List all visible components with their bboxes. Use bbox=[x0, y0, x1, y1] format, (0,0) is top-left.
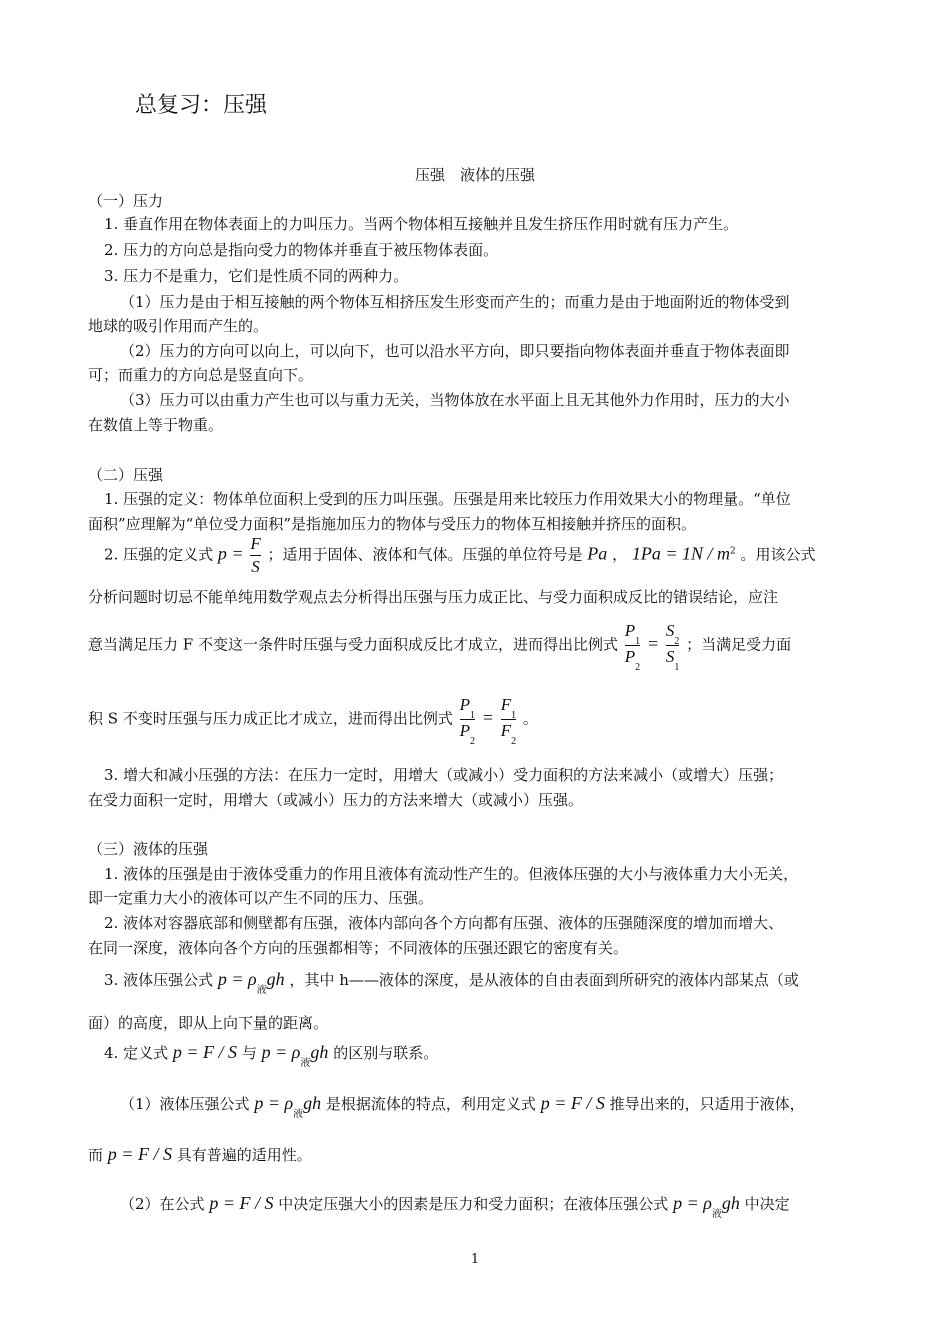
fraction-f1-over-f2: $\frac{F_1}{F_2}$ bbox=[500, 695, 517, 747]
paragraph: 在同一深度，液体向各个方向的压强都相等；不同液体的压强还跟它的密度有关。 bbox=[88, 939, 629, 957]
section-heading: （三）液体的压强 bbox=[88, 840, 209, 858]
fraction-s2-over-s1: $\frac{S_2}{S_1}$ bbox=[665, 621, 680, 673]
paragraph: （1）压力是由于相互接触的两个物体互相挤压发生形变而产生的；而重力是由于地面附近的物体受到 bbox=[120, 293, 790, 311]
paragraph: 可；而重力的方向总是竖直向下。 bbox=[88, 366, 314, 384]
paragraph: 3. 压力不是重力，它们是性质不同的两种力。 bbox=[104, 267, 409, 285]
paragraph: 在受力面积一定时，用增大（或减小）压力的方法来增大（或减小）压强。 bbox=[88, 791, 584, 809]
formula-line: 4. 定义式 p = F / S 与 $p = \rho_液gh$ 的区别与联系。 bbox=[104, 1042, 439, 1069]
unit-pa: Pa bbox=[587, 543, 608, 564]
paragraph: 1. 压强的定义：物体单位面积上受到的压力叫压强。压强是用来比较压力作用效果大小的物理量。“单位 bbox=[104, 490, 791, 508]
unit-definition: 1Pa = 1N / m bbox=[631, 543, 731, 564]
fraction-f-over-s: $\frac{F}{S}$ bbox=[250, 534, 261, 576]
formula-line: 2. 压强的定义式 p = $\frac{F}{S}$ ；适用于固体、液体和气体。压强的单位符号是 Pa ， $1Pa = 1N / m^2$ 。用该公式 bbox=[104, 534, 816, 576]
formula-line: 而 p = F / S 具有普遍的适用性。 bbox=[88, 1144, 312, 1164]
paragraph: 1. 垂直作用在物体表面上的力叫压力。当两个物体相互接触并且发生挤压作用时就有压力产生。 bbox=[104, 215, 739, 233]
paragraph: 在数值上等于物重。 bbox=[88, 416, 224, 434]
formula-line: （2）在公式 p = F / S 中决定压强大小的因素是压力和受力面积；在液体压强公式 $p = \rho_液gh$ 中决定 bbox=[120, 1193, 790, 1220]
paragraph: （2）压力的方向可以向上，可以向下，也可以沿水平方向，即只要指向物体表面并垂直于物体表面即 bbox=[120, 342, 790, 360]
paragraph: 1. 液体的压强是由于液体受重力的作用且液体有流动性产生的。但液体压强的大小与液体重力大小无关， bbox=[104, 865, 799, 883]
section-heading: （一）压力 bbox=[88, 192, 164, 210]
paragraph: 地球的吸引作用而产生的。 bbox=[88, 317, 269, 335]
paragraph: 3. 增大和减小压强的方法：在压力一定时，用增大（或减小）受力面积的方法来减小（或增大）压强； bbox=[104, 766, 784, 784]
paragraph: 面积”应理解为“单位受力面积”是指施加压力的物体与受压力的物体互相接触并挤压的面积。 bbox=[88, 515, 697, 533]
paragraph: 分析问题时切忌不能单纯用数学观点去分析得出压强与压力成正比、与受力面积成反比的错误结论，应注 bbox=[88, 588, 779, 606]
formula-line: 3. 液体压强公式 $p = \rho_液gh$ ，其中 h——液体的深度，是从液体的自由表面到所研究的液体内部某点（或 bbox=[104, 969, 799, 996]
formula-p-eq: p = bbox=[217, 543, 244, 564]
formula-line: （1）液体压强公式 $p = \rho_液gh$ 是根据流体的特点，利用定义式 p = F / S 推导出来的，只适用于液体， bbox=[120, 1093, 805, 1120]
formula-line: 积 S 不变时压强与压力成正比才成立，进而得出比例式 $\frac{P_1}{P_2}$ = $\frac{F_1}{F_2}$ 。 bbox=[88, 695, 538, 747]
paragraph: 2. 液体对容器底部和侧壁都有压强，液体内部向各个方向都有压强、液体的压强随深度的增加而增大、 bbox=[104, 914, 784, 932]
fraction-p1-over-p2: $\frac{P_1}{P_2}$ bbox=[459, 695, 475, 747]
paragraph: （3）压力可以由重力产生也可以与重力无关，当物体放在水平面上且无其他外力作用时，压力的大小 bbox=[120, 391, 790, 409]
paragraph: 即一定重力大小的液体可以产生不同的压力、压强。 bbox=[88, 889, 434, 907]
page-number: 1 bbox=[470, 1252, 480, 1267]
fraction-p1-over-p2: $\frac{P_1}{P_2}$ bbox=[624, 621, 641, 673]
paragraph: 2. 压力的方向总是指向受力的物体并垂直于被压物体表面。 bbox=[104, 241, 499, 259]
paragraph: 面）的高度，即从上向下量的距离。 bbox=[88, 1014, 329, 1032]
formula-line: 意当满足压力 F 不变这一条件时压强与受力面积成反比才成立，进而得出比例式 $\frac{P_1}{P_2}$ = $\frac{S_2}{S_1}$ ；当满足受力面 bbox=[88, 621, 792, 673]
section-heading: （二）压强 bbox=[88, 466, 164, 484]
page-title: 总复习：压强 bbox=[135, 93, 268, 118]
section-subtitle: 压强 液体的压强 bbox=[414, 166, 535, 184]
